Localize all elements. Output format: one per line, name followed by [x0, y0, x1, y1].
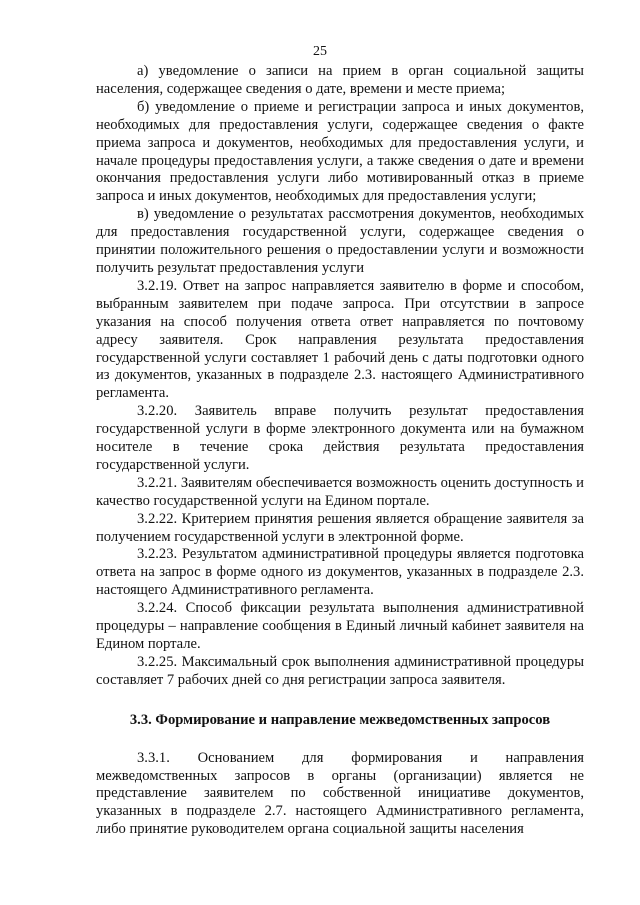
paragraph-3-2-24: 3.2.24. Способ фиксации результата выполнения административной процедуры – направление сообщения в Единый личный кабинет заявителя на Едином портале. [96, 600, 584, 652]
paragraph-3-2-23: 3.2.23. Результатом административной процедуры является подготовка ответа на запрос в форме одного из документов, указанных в подразделе 2.3. настоящего Административного регламента. [96, 546, 584, 599]
paragraph-v: в) уведомление о результатах рассмотрения документов, необходимых для предоставления государственной услуги, содержащее сведения о принятии положительного решения о предоставлении услуги и возможности получить результат предоставления услуги [96, 206, 584, 276]
paragraph-3-2-22: 3.2.22. Критерием принятия решения является обращение заявителя за получением государственной услуги в электронной форме. [96, 510, 584, 545]
paragraph-b: б) уведомление о приеме и регистрации запроса и иных документов, необходимых для предоставления услуги, содержащее сведения о факте приема запроса и документов, необходимых для предоставления услуги, и начале процедуры предоставления услуги, а также сведения о дате и времени окончания предоставления услуги либо мотивированный отказ в приеме запроса и иных документов, необходимых для предоставления услуги; [96, 98, 584, 205]
page-number: 25 [313, 44, 327, 59]
paragraph-3-2-25: 3.2.25. Максимальный срок выполнения административной процедуры составляет 7 рабочих дней со дня регистрации запроса заявителя. [96, 653, 584, 688]
paragraph-3-2-20: 3.2.20. Заявитель вправе получить результат предоставления государственной услуги в форме электронного документа или на бумажном носителе в течение срока действия результата предоставления государственной услуги. [96, 403, 584, 473]
document-body [96, 63, 584, 839]
paragraph-3-3-1: 3.3.1. Основанием для формирования и направления межведомственных запросов в органы (организации) является не представление заявителем по собственной инициативе документов, указанных в подразделе 2.7. настоящего Административного регламента, либо принятие руководителем органа социальной защиты населения [96, 749, 584, 838]
paragraph-3-2-21: 3.2.21. Заявителям обеспечивается возможность оценить доступность и качество государственной услуги на Едином портале. [96, 474, 584, 509]
section-heading: 3.3. Формирование и направление межведомственных запросов [129, 711, 551, 728]
paragraph-3-2-19: 3.2.19. Ответ на запрос направляется заявителю в форме и способом, выбранным заявителем при подаче запроса. При отсутствии в запросе указания на способ получения ответа ответ направляется по почтовому адресу заявителя. Срок направления результата предоставления государственной услуги составляет 1 рабочий день с даты подготовки одного из документов, указанных в подразделе 2.3. настоящего Административного регламента. [96, 277, 584, 402]
paragraph-a: а) уведомление о записи на прием в орган социальной защиты населения, содержащее сведения о дате, времени и месте приема; [96, 63, 584, 97]
